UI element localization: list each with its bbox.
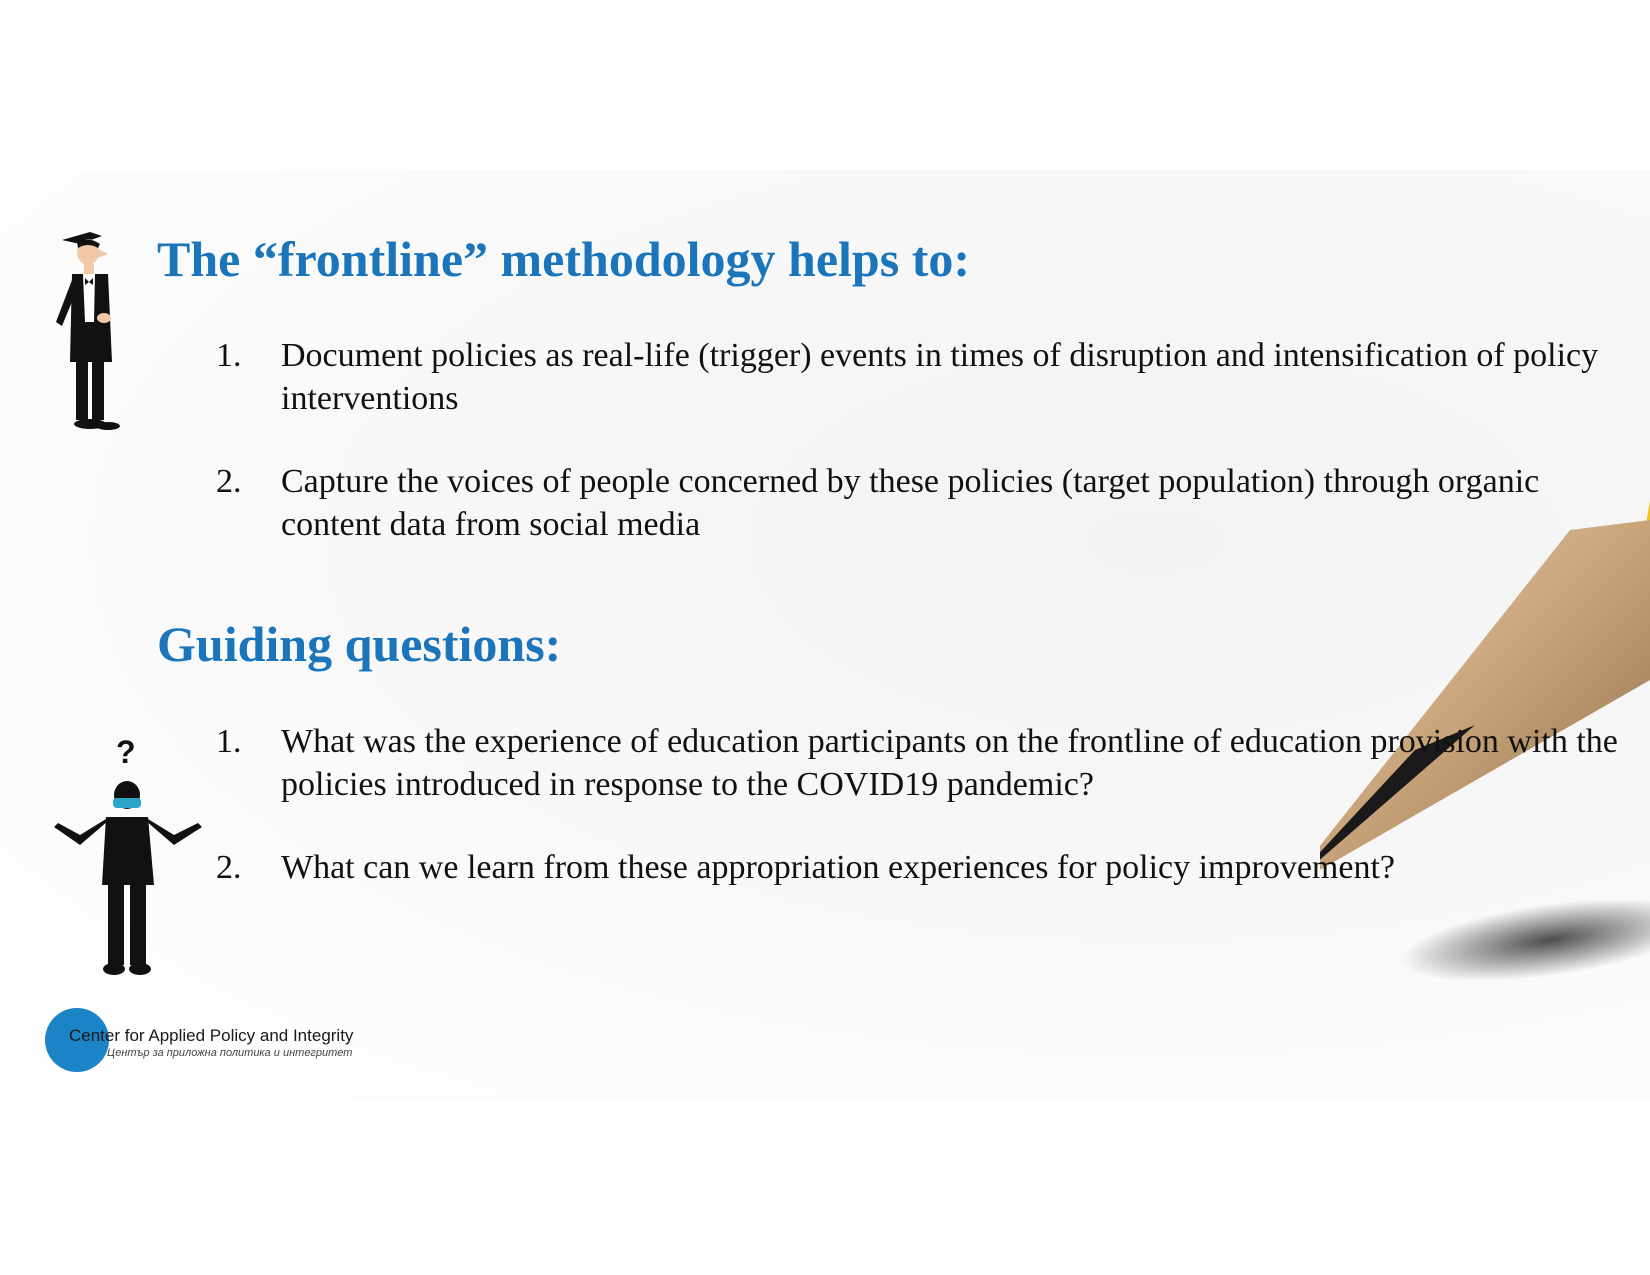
- list-item-number: 2.: [216, 849, 242, 886]
- shrugging-person-illustration: [50, 735, 210, 985]
- list-item: [216, 460, 1636, 546]
- svg-text:?: ?: [116, 735, 136, 770]
- methodology-heading: The “frontline” methodology helps to:: [157, 231, 970, 287]
- list-item: [216, 846, 1636, 889]
- list-item-text: What can we learn from these appropriation experiences for policy improvement?: [281, 849, 1395, 886]
- list-item-text: Capture the voices of people concerned by these policies (target population) through organic content data from social media: [281, 463, 1540, 543]
- methodology-list: [216, 334, 1636, 546]
- organization-logo: [45, 1008, 445, 1074]
- list-item-number: 2.: [216, 463, 242, 500]
- logo-subtitle: Център за приложна политика и интегритет: [107, 1047, 353, 1059]
- guiding-questions-list: [216, 720, 1636, 889]
- list-item-number: 1.: [216, 337, 242, 374]
- logo-name: Center for Applied Policy and Integrity: [69, 1026, 354, 1045]
- guiding-questions-heading: Guiding questions:: [157, 616, 562, 672]
- list-item-number: 1.: [216, 723, 242, 760]
- list-item-text: What was the experience of education participants on the frontline of education provision with the policies introduced in response to the COVID19 pandemic?: [281, 723, 1618, 803]
- list-item: [216, 720, 1636, 806]
- list-item-text: Document policies as real-life (trigger) events in times of disruption and intensification of policy interventions: [281, 337, 1599, 417]
- butler-illustration: [50, 222, 130, 442]
- list-item: [216, 334, 1636, 420]
